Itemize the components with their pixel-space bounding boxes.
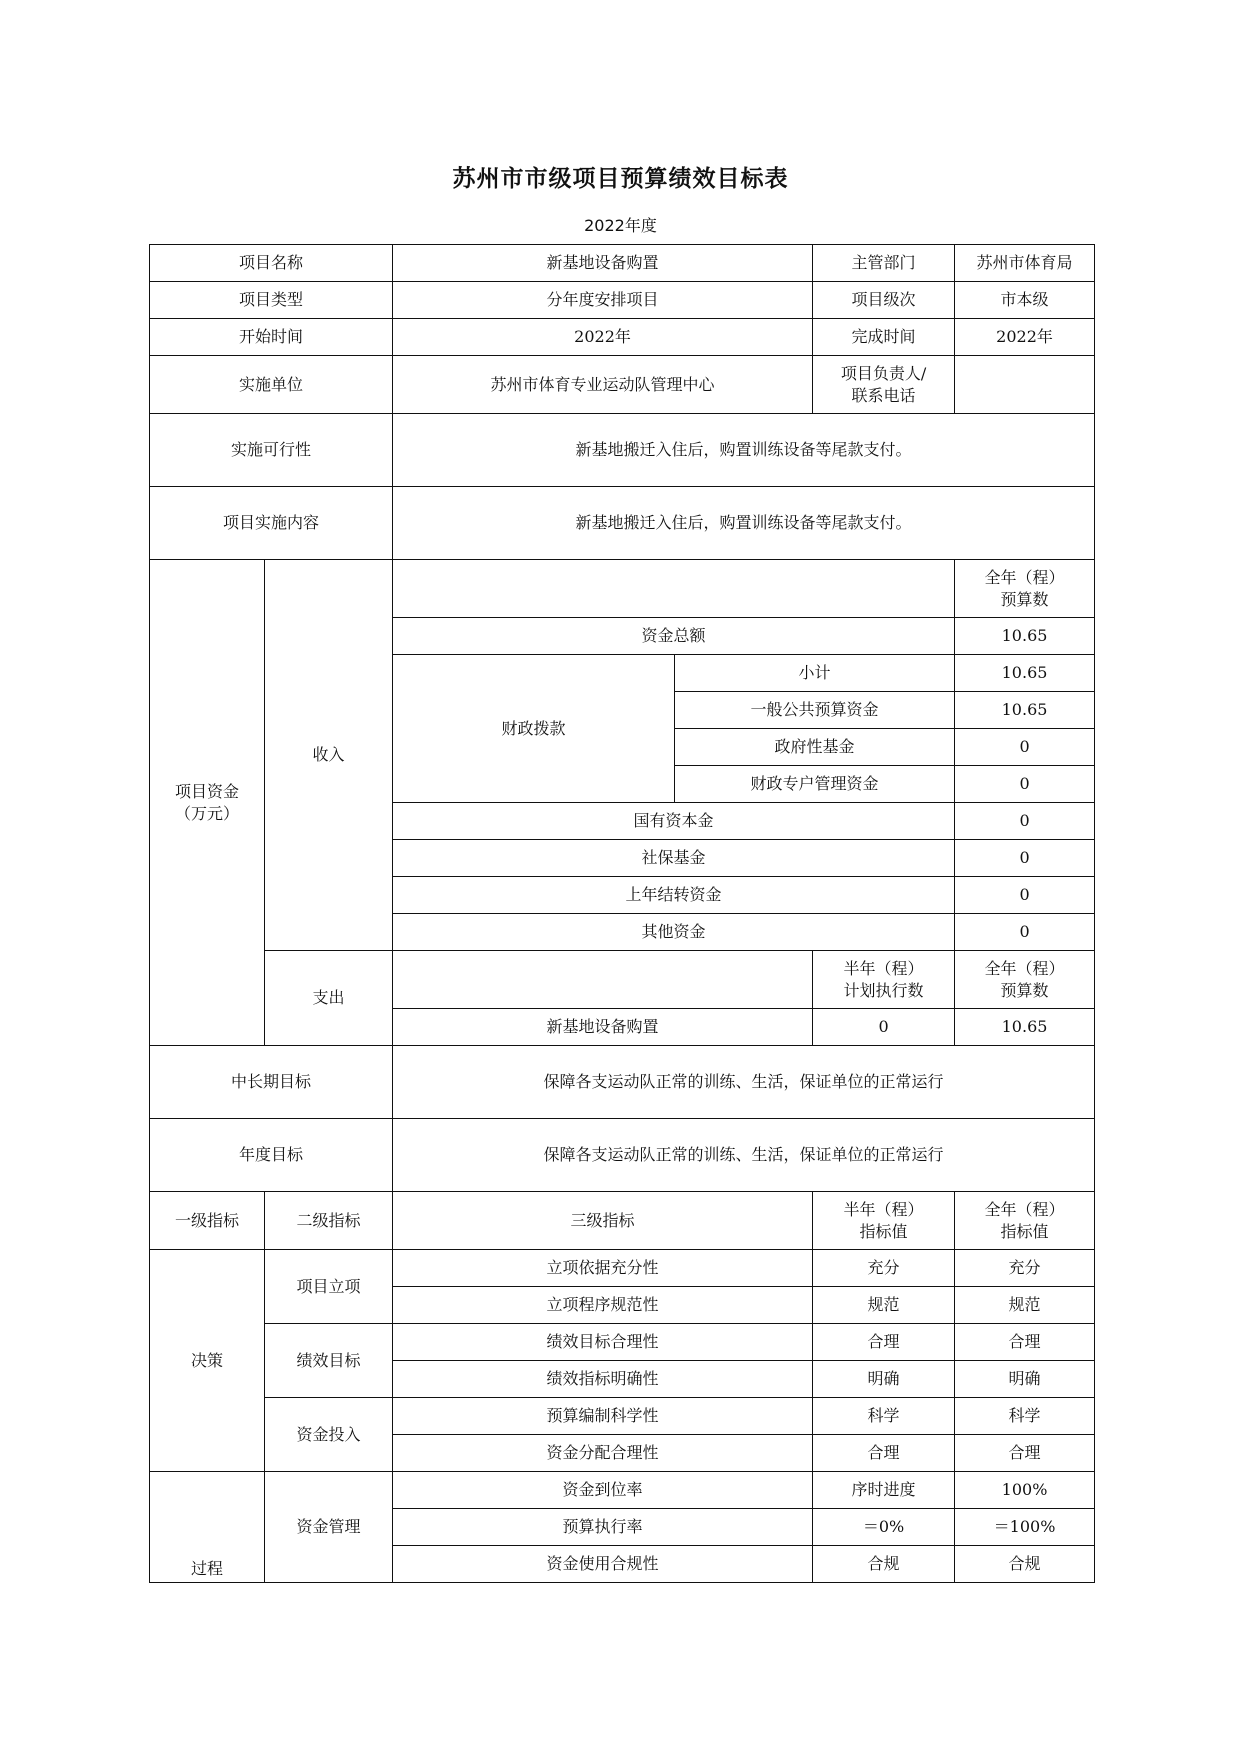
indicator-half: 合规 [813,1546,955,1583]
target-label: 绩效目标 [265,1324,393,1398]
end-time-value: 2022年 [955,319,1095,356]
indicator-half: 科学 [813,1398,955,1435]
state-capital-label: 国有资本金 [393,803,955,840]
fiscal-label: 财政拨款 [393,655,675,803]
project-name-label: 项目名称 [150,245,393,282]
annual-goal-label: 年度目标 [150,1119,393,1192]
carryover-label: 上年结转资金 [393,877,955,914]
process-label: 过程 [150,1472,265,1583]
expense-item-label: 新基地设备购置 [393,1009,813,1046]
row-feasibility [150,414,1095,487]
indicator-full: ＝100% [955,1509,1095,1546]
contact-value [955,356,1095,414]
expense-annual-value: 10.65 [955,1009,1095,1046]
indicator-full: 规范 [955,1287,1095,1324]
gov-fund-label: 政府性基金 [675,729,955,766]
indicator-row [150,1472,1095,1509]
special-label: 财政专户管理资金 [675,766,955,803]
general-value: 10.65 [955,692,1095,729]
indicator-full: 100% [955,1472,1095,1509]
feasibility-value: 新基地搬迁入住后，购置训练设备等尾款支付。 [393,414,1095,487]
fund-mgmt-label: 资金管理 [265,1472,393,1583]
indicator-half: 合理 [813,1324,955,1361]
indicator-half: 充分 [813,1250,955,1287]
social-label: 社保基金 [393,840,955,877]
other-value: 0 [955,914,1095,951]
indicator-full: 科学 [955,1398,1095,1435]
row-expense-header [150,951,1095,1009]
row-annual-goal [150,1119,1095,1192]
performance-target-table [149,244,1095,1583]
subtotal-label: 小计 [675,655,955,692]
feasibility-label: 实施可行性 [150,414,393,487]
indicator-full: 合理 [955,1324,1095,1361]
expense-half-value: 0 [813,1009,955,1046]
row-unit [150,356,1095,414]
budget-year: 2022年度 [584,216,657,235]
indicator-half: ＝0% [813,1509,955,1546]
expense-label: 支出 [265,951,393,1046]
approval-label: 项目立项 [265,1250,393,1324]
indicator-header-first: 一级指标 [150,1192,265,1250]
indicator-third: 资金使用合规性 [393,1546,813,1583]
indicator-third: 立项依据充分性 [393,1250,813,1287]
row-project-name [150,245,1095,282]
project-type-label: 项目类型 [150,282,393,319]
indicator-third: 预算编制科学性 [393,1398,813,1435]
state-capital-value: 0 [955,803,1095,840]
carryover-value: 0 [955,877,1095,914]
indicator-row [150,1398,1095,1435]
project-type-value: 分年度安排项目 [393,282,813,319]
long-term-label: 中长期目标 [150,1046,393,1119]
dept-value: 苏州市体育局 [955,245,1095,282]
indicator-row [150,1324,1095,1361]
indicator-half: 明确 [813,1361,955,1398]
indicator-header-third: 三级指标 [393,1192,813,1250]
indicator-third: 绩效指标明确性 [393,1361,813,1398]
total-label: 资金总额 [393,618,955,655]
unit-value: 苏州市体育专业运动队管理中心 [393,356,813,414]
subtotal-value: 10.65 [955,655,1095,692]
indicator-third: 立项程序规范性 [393,1287,813,1324]
investment-label: 资金投入 [265,1398,393,1472]
half-plan-header: 半年（程） 计划执行数 [813,951,955,1009]
indicator-third: 绩效目标合理性 [393,1324,813,1361]
row-project-type [150,282,1095,319]
special-value: 0 [955,766,1095,803]
level-value: 市本级 [955,282,1095,319]
indicator-full: 合规 [955,1546,1095,1583]
annual-budget-header: 全年（程） 预算数 [955,560,1095,618]
page-title: 苏州市市级项目预算绩效目标表 [452,166,789,192]
long-term-value: 保障各支运动队正常的训练、生活，保证单位的正常运行 [393,1046,1095,1119]
other-label: 其他资金 [393,914,955,951]
row-content [150,487,1095,560]
indicator-header-full: 全年（程） 指标值 [955,1192,1095,1250]
level-label: 项目级次 [813,282,955,319]
row-indicator-header [150,1192,1095,1250]
indicator-full: 合理 [955,1435,1095,1472]
funds-label: 项目资金 （万元） [150,560,265,1046]
annual-goal-value: 保障各支运动队正常的训练、生活，保证单位的正常运行 [393,1119,1095,1192]
row-long-term [150,1046,1095,1119]
income-label: 收入 [265,560,393,951]
row-start-time [150,319,1095,356]
indicator-full: 明确 [955,1361,1095,1398]
indicator-half: 规范 [813,1287,955,1324]
funds-header-blank [393,560,955,618]
unit-label: 实施单位 [150,356,393,414]
indicator-third: 预算执行率 [393,1509,813,1546]
content-label: 项目实施内容 [150,487,393,560]
indicator-row [150,1250,1095,1287]
indicator-full: 充分 [955,1250,1095,1287]
general-label: 一般公共预算资金 [675,692,955,729]
total-value: 10.65 [955,618,1095,655]
content-value: 新基地搬迁入住后，购置训练设备等尾款支付。 [393,487,1095,560]
social-value: 0 [955,840,1095,877]
indicator-header-half: 半年（程） 指标值 [813,1192,955,1250]
row-funds-header [150,560,1095,618]
expense-annual-header: 全年（程） 预算数 [955,951,1095,1009]
expense-header-blank [393,951,813,1009]
contact-label: 项目负责人/ 联系电话 [813,356,955,414]
start-time-label: 开始时间 [150,319,393,356]
end-time-label: 完成时间 [813,319,955,356]
indicator-third: 资金到位率 [393,1472,813,1509]
project-name-value: 新基地设备购置 [393,245,813,282]
indicator-header-second: 二级指标 [265,1192,393,1250]
dept-label: 主管部门 [813,245,955,282]
gov-fund-value: 0 [955,729,1095,766]
start-time-value: 2022年 [393,319,813,356]
indicator-half: 合理 [813,1435,955,1472]
decision-label: 决策 [150,1250,265,1472]
indicator-third: 资金分配合理性 [393,1435,813,1472]
indicator-half: 序时进度 [813,1472,955,1509]
